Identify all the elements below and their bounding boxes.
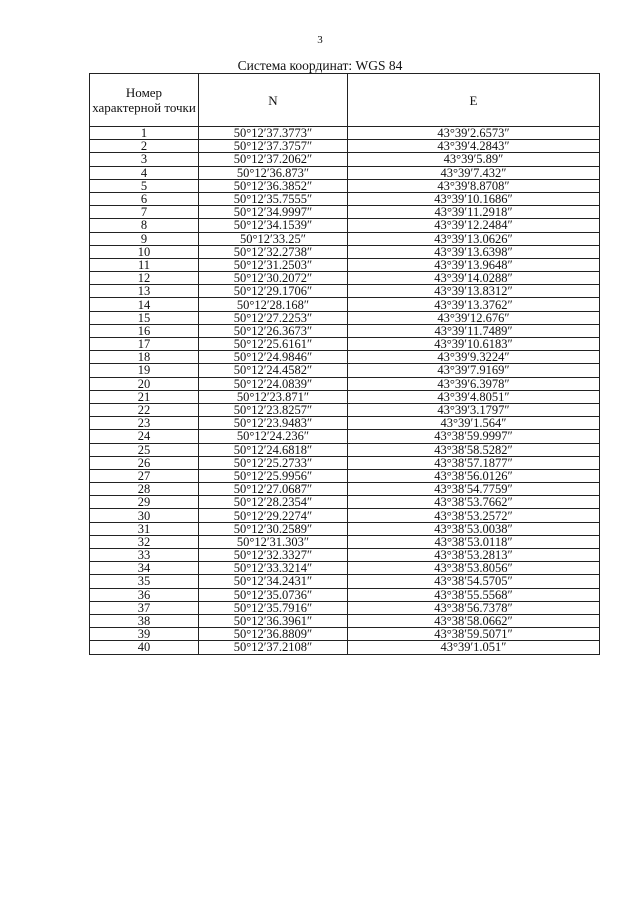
point-number-cell: 39 (90, 628, 199, 641)
point-number-cell: 5 (90, 179, 199, 192)
point-number-cell: 7 (90, 206, 199, 219)
point-number-cell: 18 (90, 351, 199, 364)
point-number-cell: 20 (90, 377, 199, 390)
table-row (90, 219, 600, 232)
table-row (90, 166, 600, 179)
coordinate-system-caption: Система координат: WGS 84 (237, 58, 403, 73)
north-coordinate-cell: 50°12′34.9997″ (199, 206, 348, 219)
north-coordinate-cell: 50°12′27.0687″ (199, 483, 348, 496)
point-number-cell: 2 (90, 140, 199, 153)
east-coordinate-cell: 43°38′57.1877″ (348, 456, 600, 469)
east-coordinate-cell: 43°38′56.0126″ (348, 469, 600, 482)
point-number-cell: 38 (90, 614, 199, 627)
east-coordinate-cell: 43°39′13.6398″ (348, 245, 600, 258)
point-number-cell: 23 (90, 417, 199, 430)
table-row (90, 575, 600, 588)
table-row (90, 179, 600, 192)
table-row (90, 483, 600, 496)
table-row (90, 417, 600, 430)
header-point-number: Номер характерной точки (90, 74, 199, 127)
point-number-cell: 12 (90, 272, 199, 285)
east-coordinate-cell: 43°39′6.3978″ (348, 377, 600, 390)
table-row (90, 601, 600, 614)
table-row (90, 298, 600, 311)
north-coordinate-cell: 50°12′37.2108″ (199, 641, 348, 654)
east-coordinate-cell: 43°39′5.89″ (348, 153, 600, 166)
east-coordinate-cell: 43°38′54.5705″ (348, 575, 600, 588)
point-number-cell: 4 (90, 166, 199, 179)
point-number-cell: 36 (90, 588, 199, 601)
table-row (90, 496, 600, 509)
table-row (90, 549, 600, 562)
east-coordinate-cell: 43°39′13.0626″ (348, 232, 600, 245)
point-number-cell: 27 (90, 469, 199, 482)
north-coordinate-cell: 50°12′23.9483″ (199, 417, 348, 430)
east-coordinate-cell: 43°39′11.7489″ (348, 324, 600, 337)
point-number-cell: 6 (90, 192, 199, 205)
north-coordinate-cell: 50°12′24.236″ (199, 430, 348, 443)
east-coordinate-cell: 43°39′2.6573″ (348, 127, 600, 140)
north-coordinate-cell: 50°12′25.6161″ (199, 338, 348, 351)
point-number-cell: 15 (90, 311, 199, 324)
north-coordinate-cell: 50°12′34.1539″ (199, 219, 348, 232)
table-row (90, 324, 600, 337)
table-header (90, 74, 600, 127)
table-row (90, 192, 600, 205)
table-row (90, 509, 600, 522)
east-coordinate-cell: 43°39′10.6183″ (348, 338, 600, 351)
east-coordinate-cell: 43°39′1.564″ (348, 417, 600, 430)
east-coordinate-cell: 43°38′58.5282″ (348, 443, 600, 456)
north-coordinate-cell: 50°12′26.3673″ (199, 324, 348, 337)
table-row (90, 588, 600, 601)
east-coordinate-cell: 43°38′53.2572″ (348, 509, 600, 522)
north-coordinate-cell: 50°12′24.4582″ (199, 364, 348, 377)
table-row (90, 614, 600, 627)
north-coordinate-cell: 50°12′25.2733″ (199, 456, 348, 469)
table-row (90, 258, 600, 271)
table-row (90, 562, 600, 575)
east-coordinate-cell: 43°38′56.7378″ (348, 601, 600, 614)
table-row (90, 127, 600, 140)
north-coordinate-cell: 50°12′24.6818″ (199, 443, 348, 456)
east-coordinate-cell: 43°39′13.8312″ (348, 285, 600, 298)
east-coordinate-cell: 43°38′59.9997″ (348, 430, 600, 443)
point-number-cell: 26 (90, 456, 199, 469)
table-row (90, 206, 600, 219)
north-coordinate-cell: 50°12′31.303″ (199, 535, 348, 548)
table-row (90, 311, 600, 324)
east-coordinate-cell: 43°38′54.7759″ (348, 483, 600, 496)
point-number-cell: 19 (90, 364, 199, 377)
north-coordinate-cell: 50°12′36.3852″ (199, 179, 348, 192)
east-coordinate-cell: 43°39′11.2918″ (348, 206, 600, 219)
east-coordinate-cell: 43°38′53.0118″ (348, 535, 600, 548)
east-coordinate-cell: 43°38′58.0662″ (348, 614, 600, 627)
point-number-cell: 21 (90, 390, 199, 403)
east-coordinate-cell: 43°39′14.0288″ (348, 272, 600, 285)
page-number: 3 (317, 34, 323, 46)
east-coordinate-cell: 43°39′10.1686″ (348, 192, 600, 205)
east-coordinate-cell: 43°39′13.9648″ (348, 258, 600, 271)
coordinates-table (89, 73, 600, 655)
point-number-cell: 24 (90, 430, 199, 443)
north-coordinate-cell: 50°12′28.2354″ (199, 496, 348, 509)
north-coordinate-cell: 50°12′32.2738″ (199, 245, 348, 258)
north-coordinate-cell: 50°12′30.2589″ (199, 522, 348, 535)
table-row (90, 522, 600, 535)
north-coordinate-cell: 50°12′33.3214″ (199, 562, 348, 575)
point-number-cell: 32 (90, 535, 199, 548)
north-coordinate-cell: 50°12′24.9846″ (199, 351, 348, 364)
north-coordinate-cell: 50°12′23.871″ (199, 390, 348, 403)
point-number-cell: 37 (90, 601, 199, 614)
point-number-cell: 11 (90, 258, 199, 271)
point-number-cell: 3 (90, 153, 199, 166)
point-number-cell: 29 (90, 496, 199, 509)
east-coordinate-cell: 43°38′55.5568″ (348, 588, 600, 601)
east-coordinate-cell: 43°38′59.5071″ (348, 628, 600, 641)
north-coordinate-cell: 50°12′37.2062″ (199, 153, 348, 166)
east-coordinate-cell: 43°39′8.8708″ (348, 179, 600, 192)
point-number-cell: 25 (90, 443, 199, 456)
east-coordinate-cell: 43°38′53.0038″ (348, 522, 600, 535)
point-number-cell: 22 (90, 403, 199, 416)
north-coordinate-cell: 50°12′27.2253″ (199, 311, 348, 324)
point-number-cell: 9 (90, 232, 199, 245)
east-coordinate-cell: 43°39′13.3762″ (348, 298, 600, 311)
north-coordinate-cell: 50°12′36.8809″ (199, 628, 348, 641)
east-coordinate-cell: 43°38′53.8056″ (348, 562, 600, 575)
header-north: N (199, 74, 348, 127)
north-coordinate-cell: 50°12′37.3773″ (199, 127, 348, 140)
north-coordinate-cell: 50°12′35.7916″ (199, 601, 348, 614)
point-number-cell: 8 (90, 219, 199, 232)
point-number-cell: 13 (90, 285, 199, 298)
east-coordinate-cell: 43°39′7.432″ (348, 166, 600, 179)
north-coordinate-cell: 50°12′35.7555″ (199, 192, 348, 205)
north-coordinate-cell: 50°12′29.2274″ (199, 509, 348, 522)
point-number-cell: 17 (90, 338, 199, 351)
point-number-cell: 31 (90, 522, 199, 535)
table-row (90, 338, 600, 351)
north-coordinate-cell: 50°12′37.3757″ (199, 140, 348, 153)
header-east: E (348, 74, 600, 127)
table-row (90, 245, 600, 258)
north-coordinate-cell: 50°12′29.1706″ (199, 285, 348, 298)
table-row (90, 140, 600, 153)
table-row (90, 153, 600, 166)
table-row (90, 232, 600, 245)
east-coordinate-cell: 43°39′1.051″ (348, 641, 600, 654)
north-coordinate-cell: 50°12′36.3961″ (199, 614, 348, 627)
north-coordinate-cell: 50°12′35.0736″ (199, 588, 348, 601)
north-coordinate-cell: 50°12′34.2431″ (199, 575, 348, 588)
table-row (90, 272, 600, 285)
point-number-cell: 10 (90, 245, 199, 258)
header-row (90, 74, 600, 127)
east-coordinate-cell: 43°39′7.9169″ (348, 364, 600, 377)
north-coordinate-cell: 50°12′23.8257″ (199, 403, 348, 416)
table-row (90, 364, 600, 377)
table-row (90, 456, 600, 469)
point-number-cell: 30 (90, 509, 199, 522)
table-row (90, 443, 600, 456)
north-coordinate-cell: 50°12′24.0839″ (199, 377, 348, 390)
east-coordinate-cell: 43°38′53.2813″ (348, 549, 600, 562)
east-coordinate-cell: 43°39′12.2484″ (348, 219, 600, 232)
point-number-cell: 1 (90, 127, 199, 140)
table-row (90, 285, 600, 298)
point-number-cell: 16 (90, 324, 199, 337)
table-row (90, 377, 600, 390)
north-coordinate-cell: 50°12′32.3327″ (199, 549, 348, 562)
table-row (90, 469, 600, 482)
table-row (90, 535, 600, 548)
table-row (90, 430, 600, 443)
table-row (90, 641, 600, 654)
east-coordinate-cell: 43°39′12.676″ (348, 311, 600, 324)
table-row (90, 390, 600, 403)
point-number-cell: 35 (90, 575, 199, 588)
table-row (90, 351, 600, 364)
north-coordinate-cell: 50°12′33.25″ (199, 232, 348, 245)
east-coordinate-cell: 43°39′4.8051″ (348, 390, 600, 403)
north-coordinate-cell: 50°12′28.168″ (199, 298, 348, 311)
point-number-cell: 28 (90, 483, 199, 496)
point-number-cell: 40 (90, 641, 199, 654)
east-coordinate-cell: 43°38′53.7662″ (348, 496, 600, 509)
east-coordinate-cell: 43°39′9.3224″ (348, 351, 600, 364)
point-number-cell: 14 (90, 298, 199, 311)
point-number-cell: 34 (90, 562, 199, 575)
north-coordinate-cell: 50°12′36.873″ (199, 166, 348, 179)
north-coordinate-cell: 50°12′25.9956″ (199, 469, 348, 482)
east-coordinate-cell: 43°39′3.1797″ (348, 403, 600, 416)
table-row (90, 403, 600, 416)
east-coordinate-cell: 43°39′4.2843″ (348, 140, 600, 153)
north-coordinate-cell: 50°12′30.2072″ (199, 272, 348, 285)
point-number-cell: 33 (90, 549, 199, 562)
north-coordinate-cell: 50°12′31.2503″ (199, 258, 348, 271)
table-body (90, 127, 600, 655)
table-row (90, 628, 600, 641)
